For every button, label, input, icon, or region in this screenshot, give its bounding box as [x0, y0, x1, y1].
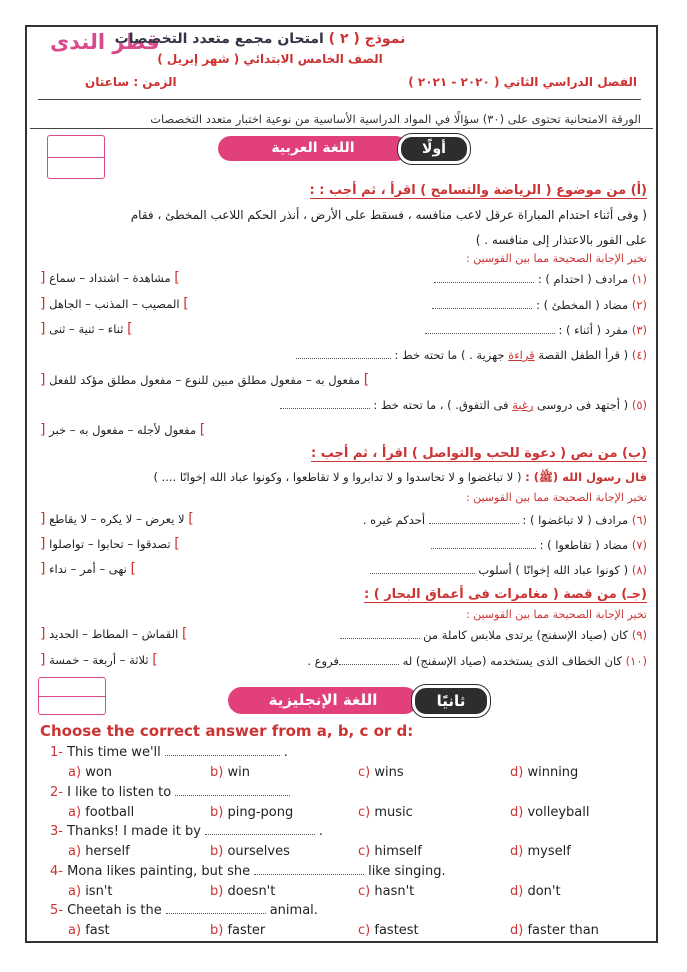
- options-1: ] مشاهدة – اشتداد – سماع [: [40, 270, 180, 286]
- option-letter: b): [210, 923, 224, 938]
- option-text: wins: [374, 765, 404, 780]
- question-1: (١) مرادف ( احتدام ) :: [434, 272, 647, 286]
- question-3: (٣) مفرد ( أثناء ) :: [425, 323, 647, 337]
- option-text: faster than: [527, 923, 599, 938]
- option-text: win: [227, 765, 250, 780]
- options-6: ] لا يعرض – لا يكره – لا يقاطع [: [40, 511, 194, 527]
- options-3: ] ثناء – ثنية – ثنى [: [40, 321, 133, 337]
- english-option-2-d[interactable]: [510, 805, 589, 820]
- english-question-2: [50, 785, 294, 800]
- option-letter: a): [68, 804, 82, 820]
- question-10: (١٠) كان الخطاف الذى يستخدمه (صياد الإسفنج) له فروع .: [307, 654, 647, 668]
- answer-blank[interactable]: [166, 903, 266, 914]
- option-letter: c): [358, 765, 371, 780]
- english-option-3-d[interactable]: [510, 844, 571, 859]
- option-letter: c): [358, 923, 371, 938]
- option-letter: a): [68, 844, 82, 859]
- option-text: herself: [85, 844, 130, 859]
- question-text-after: animal.: [269, 903, 318, 918]
- option-letter: b): [210, 804, 224, 820]
- hadith: قال رسول الله (ﷺ) : ( لا تباغضوا و لا تحاسدوا و لا تدابروا و لا تقاطعوا ، وكونوا عباد الله إخوانًا .... ): [153, 470, 647, 484]
- english-option-5-b[interactable]: [210, 923, 265, 938]
- option-letter: b): [210, 883, 224, 899]
- question-4: (٤) ( قرأ الطفل القصة قراءة جهرية . ) ما تحته خط :: [296, 348, 647, 362]
- section-b-title: (ب) من نص ( دعوة للحب والتواصل ) اقرأ ، ثم أجب :: [310, 446, 647, 461]
- instruction-a: تخير الإجابة الصحيحة مما بين القوسين :: [466, 252, 647, 265]
- option-text: ourselves: [227, 844, 290, 859]
- english-question-5: [50, 903, 318, 918]
- score-box-english[interactable]: [38, 677, 106, 715]
- options-5: ] مفعول لأجله – مفعول به – خبر [: [40, 422, 206, 438]
- options-10: ] ثلاثة – أربعة – خمسة [: [40, 652, 158, 668]
- question-text: Mona likes painting, but she: [67, 863, 251, 879]
- english-instructions: Choose the correct answer from a, b, c or d:: [40, 722, 414, 740]
- english-option-5-a[interactable]: [68, 923, 110, 938]
- option-letter: c): [358, 844, 371, 859]
- intro-divider: [30, 128, 653, 129]
- grade-line: الصف الخامس الابتدائي ( شهر إبريل ): [157, 52, 383, 66]
- english-option-3-a[interactable]: [68, 844, 130, 859]
- option-text: isn't: [85, 883, 113, 899]
- question-6: (٦) مرادف ( لا تباغضوا ) : أحدكم غيره .: [362, 513, 647, 527]
- english-option-5-d[interactable]: [510, 923, 599, 938]
- answer-blank[interactable]: [254, 864, 364, 875]
- option-text: fast: [85, 923, 110, 938]
- english-option-2-c[interactable]: [358, 805, 413, 820]
- question-number: 1-: [50, 745, 63, 760]
- section-a-title: (أ) من موضوع ( الرياضة والتسامح ) اقرأ ، ثم أجب : :: [309, 183, 647, 198]
- option-letter: d): [510, 804, 524, 820]
- english-option-2-a[interactable]: [68, 805, 134, 820]
- option-text: fastest: [374, 923, 419, 938]
- question-text-after: .: [283, 745, 288, 760]
- question-8: (٨) ( كونوا عباد الله إخوانًا ) أسلوب: [370, 563, 647, 577]
- option-text: faster: [227, 923, 266, 938]
- option-text: doesn't: [227, 883, 276, 899]
- option-text: football: [85, 804, 135, 820]
- answer-blank[interactable]: [175, 785, 290, 796]
- arabic-banner: اللغة العربية: [218, 136, 408, 161]
- exam-title: نموذج ( ٢ ) امتحان مجمع متعدد التخصصات: [114, 31, 406, 47]
- question-text-after: like singing.: [368, 863, 446, 879]
- question-7: (٧) مضاد ( تقاطعوا ) :: [431, 538, 647, 552]
- english-option-1-b[interactable]: [210, 765, 250, 780]
- option-text: won: [85, 765, 113, 780]
- question-text: Thanks! I made it by: [67, 824, 201, 839]
- english-option-1-d[interactable]: [510, 765, 578, 780]
- options-2: ] المصيب – المذنب – الجاهل [: [40, 296, 189, 312]
- question-9: (٩) كان (صياد الإسفنج) يرتدى ملابس كاملة من: [340, 628, 647, 642]
- term-line: الفصل الدراسي الثاني ( ٢٠٢٠ - ٢٠٢١ ): [408, 75, 637, 89]
- english-question-4: [50, 864, 446, 879]
- instruction-b: تخير الإجابة الصحيحة مما بين القوسين :: [466, 491, 647, 504]
- option-letter: a): [68, 765, 82, 780]
- english-question-3: [50, 824, 323, 839]
- question-number: 2-: [50, 784, 63, 800]
- option-letter: c): [358, 804, 371, 820]
- english-option-4-d[interactable]: [510, 884, 561, 899]
- option-letter: d): [510, 765, 524, 780]
- answer-blank[interactable]: [165, 745, 280, 756]
- english-question-1: [50, 745, 288, 760]
- option-text: volleyball: [527, 804, 590, 820]
- english-banner: اللغة الإنجليزية: [228, 687, 418, 714]
- english-option-4-a[interactable]: [68, 884, 112, 899]
- arabic-badge: أولًا: [398, 134, 470, 164]
- option-letter: a): [68, 883, 82, 899]
- english-option-3-b[interactable]: [210, 844, 290, 859]
- option-letter: b): [210, 844, 224, 859]
- option-text: hasn't: [374, 883, 415, 899]
- question-text: Cheetah is the: [67, 903, 162, 918]
- passage-a-line2: على الفور بالاعتذار إلى منافسه . ): [475, 233, 647, 247]
- option-text: music: [374, 804, 413, 820]
- question-number: 4-: [50, 863, 63, 879]
- option-text: ping-pong: [227, 804, 294, 820]
- question-5: (٥) ( أجتهد فى دروسى رغبة فى التفوق. ) ، ما تحته خط :: [280, 398, 647, 412]
- logo: قطر الندى: [50, 30, 160, 54]
- option-letter: d): [510, 844, 524, 859]
- option-letter: b): [210, 765, 224, 780]
- options-9: ] القماش – المطاط – الحديد [: [40, 626, 188, 642]
- question-text: I like to listen to: [67, 784, 172, 800]
- option-letter: d): [510, 883, 524, 899]
- header-divider: [38, 99, 641, 100]
- option-text: myself: [527, 844, 571, 859]
- section-c-title: (جـ) من قصة ( مغامرات فى أعماق البحار ) :: [364, 587, 647, 602]
- score-box-arabic[interactable]: [47, 135, 105, 179]
- option-letter: c): [358, 883, 371, 899]
- option-letter: d): [510, 923, 524, 938]
- english-badge: ثانيًا: [412, 685, 490, 717]
- passage-a-line1: ( وفى أثناء احتدام المباراة عرقل لاعب منافسه ، فسقط على الأرض ، أنذر الحكم اللاعب المخطئ ، فقام: [130, 208, 647, 222]
- time-line: الزمن : ساعتان: [85, 75, 177, 89]
- question-number: 5-: [50, 903, 63, 918]
- question-text: This time we'll: [67, 745, 161, 760]
- instruction-c: تخير الإجابة الصحيحة مما بين القوسين :: [466, 608, 647, 621]
- question-2: (٢) مضاد ( المخطئ ) :: [432, 298, 647, 312]
- english-option-5-c[interactable]: [358, 923, 419, 938]
- option-letter: a): [68, 923, 82, 938]
- english-option-1-c[interactable]: [358, 765, 404, 780]
- english-option-4-c[interactable]: [358, 884, 414, 899]
- english-option-1-a[interactable]: [68, 765, 112, 780]
- options-7: ] تصدقوا – تحابوا – تواصلوا [: [40, 536, 180, 552]
- answer-blank[interactable]: [205, 824, 315, 835]
- options-4: ] مفعول به – مفعول مطلق مبين للنوع – مفعول مطلق مؤكد للفعل [: [40, 372, 370, 388]
- option-text: himself: [374, 844, 422, 859]
- option-text: winning: [527, 765, 579, 780]
- intro-text: الورقة الامتحانية تحتوى على (٣٠) سؤالًا في المواد الدراسية الأساسية من نوعية اختبار متعدد التخصصات: [150, 112, 641, 126]
- option-text: don't: [527, 883, 561, 899]
- english-option-4-b[interactable]: [210, 884, 275, 899]
- question-number: 3-: [50, 824, 63, 839]
- options-8: ] نهى – أمر – نداء [: [40, 561, 136, 577]
- english-option-3-c[interactable]: [358, 844, 422, 859]
- english-option-2-b[interactable]: [210, 805, 293, 820]
- question-text-after: .: [318, 824, 324, 839]
